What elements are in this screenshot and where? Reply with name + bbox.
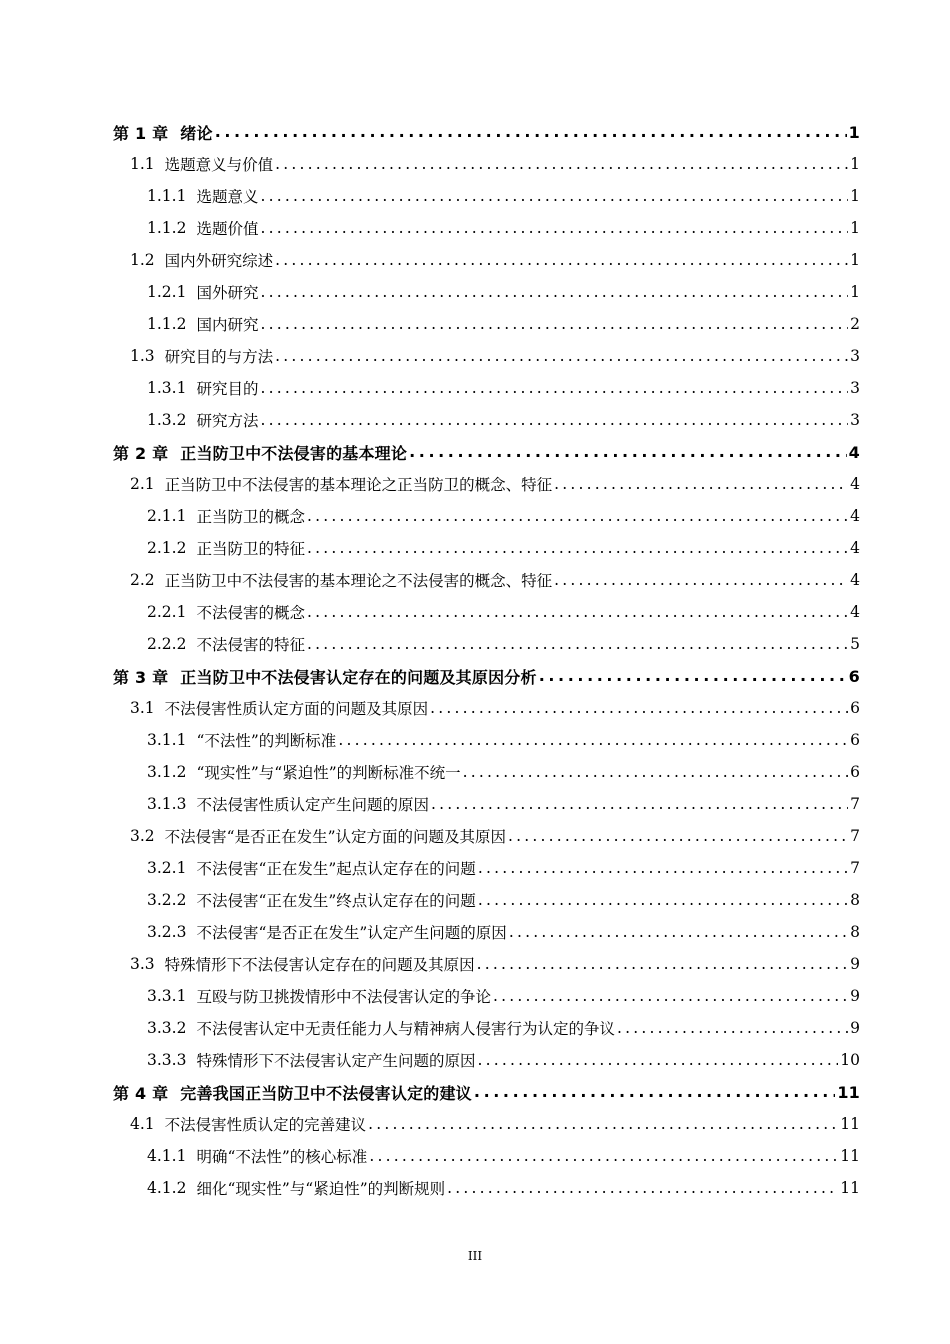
toc-entry-number: 1.3.1 (147, 379, 187, 397)
toc-entry-page: 5 (850, 635, 860, 653)
toc-entry-level-3[interactable] (0, 1044, 950, 1076)
toc-entry-page: 4 (850, 475, 860, 493)
toc-entry-number: 1.1.1 (147, 187, 187, 205)
toc-entry-page: 3 (850, 411, 860, 429)
toc-entry-title: 不法侵害“是否正在发生”认定方面的问题及其原因 (164, 828, 507, 846)
toc-entry-title: 不法侵害性质认定方面的问题及其原因 (164, 700, 429, 718)
toc-entry-level-3[interactable] (0, 180, 950, 212)
toc-entry-title: 正当防卫中不法侵害认定存在的问题及其原因分析 (180, 667, 537, 687)
toc-entry-level-3[interactable] (0, 884, 950, 916)
toc-dot-leader (307, 635, 848, 654)
toc-entry-number: 1.2 (130, 251, 155, 269)
toc-entry-number: 1.3.2 (147, 411, 187, 429)
toc-entry-level-2[interactable] (0, 564, 950, 596)
toc-entry-page: 1 (850, 155, 860, 173)
toc-entry-level-1[interactable] (0, 660, 950, 692)
toc-entry-page: 3 (850, 347, 860, 365)
toc-entry-title: 正当防卫的概念 (196, 508, 305, 526)
toc-entry-title: 选题意义 (196, 188, 259, 206)
toc-dot-leader (477, 955, 848, 974)
toc-entry-page: 1 (850, 187, 860, 205)
toc-entry-number: 3.1 (130, 699, 155, 717)
toc-entry-level-3[interactable] (0, 500, 950, 532)
toc-entry-number: 3.2.3 (147, 923, 187, 941)
toc-entry-page: 9 (850, 955, 860, 973)
toc-dot-leader (260, 283, 848, 302)
toc-entry-number: 1.3 (130, 347, 155, 365)
toc-entry-level-3[interactable] (0, 788, 950, 820)
toc-dot-leader (368, 1115, 838, 1134)
toc-dot-leader (275, 155, 848, 174)
toc-entry-number: 3.1.1 (147, 731, 187, 749)
toc-entry-level-3[interactable] (0, 372, 950, 404)
toc-dot-leader (478, 891, 848, 910)
toc-dot-leader (215, 122, 847, 141)
toc-entry-number: 第 4 章 (113, 1083, 169, 1103)
toc-entry-title: 明确“不法性”的核心标准 (196, 1148, 368, 1166)
toc-entry-title: 不法侵害“正在发生”终点认定存在的问题 (196, 892, 476, 910)
toc-entry-page: 6 (848, 666, 860, 686)
toc-entry-number: 2.1.2 (147, 539, 187, 557)
toc-entry-number: 3.1.2 (147, 763, 187, 781)
toc-entry-page: 6 (850, 731, 860, 749)
toc-entry-number: 3.3.2 (147, 1019, 187, 1037)
toc-entry-level-2[interactable] (0, 340, 950, 372)
table-of-contents (0, 116, 950, 1204)
toc-entry-level-3[interactable] (0, 980, 950, 1012)
toc-entry-number: 1.1.2 (147, 219, 187, 237)
toc-entry-title: 不法侵害性质认定的完善建议 (164, 1116, 367, 1134)
toc-dot-leader (260, 379, 848, 398)
toc-entry-level-1[interactable] (0, 436, 950, 468)
toc-entry-level-3[interactable] (0, 1012, 950, 1044)
toc-entry-title: “不法性”的判断标准 (196, 732, 337, 750)
toc-entry-page: 4 (850, 603, 860, 621)
toc-entry-page: 3 (850, 379, 860, 397)
toc-entry-title: 不法侵害性质认定产生问题的原因 (196, 796, 429, 814)
toc-dot-leader (409, 442, 847, 461)
toc-entry-title: 国外研究 (196, 284, 259, 302)
toc-entry-page: 7 (850, 859, 860, 877)
toc-entry-level-3[interactable] (0, 308, 950, 340)
toc-entry-number: 3.1.3 (147, 795, 187, 813)
toc-entry-title: 正当防卫的特征 (196, 540, 305, 558)
toc-entry-page: 11 (837, 1082, 860, 1102)
toc-entry-number: 4.1.1 (147, 1147, 187, 1165)
toc-entry-number: 1.1 (130, 155, 155, 173)
toc-entry-page: 7 (850, 795, 860, 813)
toc-dot-leader (477, 1051, 838, 1070)
toc-entry-level-2[interactable] (0, 468, 950, 500)
toc-dot-leader (260, 411, 848, 430)
toc-entry-number: 1.1.2 (147, 315, 187, 333)
toc-entry-page: 11 (840, 1115, 860, 1133)
toc-entry-title: 研究方法 (196, 412, 259, 430)
toc-entry-level-2[interactable] (0, 820, 950, 852)
toc-dot-leader (260, 315, 848, 334)
toc-dot-leader (260, 187, 848, 206)
toc-entry-page: 1 (850, 219, 860, 237)
toc-dot-leader (338, 731, 848, 750)
toc-entry-number: 2.2.1 (147, 603, 187, 621)
toc-entry-level-1[interactable] (0, 1076, 950, 1108)
toc-entry-level-3[interactable] (0, 596, 950, 628)
toc-dot-leader (493, 987, 848, 1006)
toc-entry-title: 不法侵害的特征 (196, 636, 305, 654)
toc-entry-number: 3.3.1 (147, 987, 187, 1005)
toc-entry-number: 3.3.3 (147, 1051, 187, 1069)
toc-entry-title: 细化“现实性”与“紧迫性”的判断规则 (196, 1180, 446, 1198)
toc-entry-level-3[interactable] (0, 628, 950, 660)
toc-entry-number: 2.2.2 (147, 635, 187, 653)
toc-dot-leader (431, 795, 848, 814)
toc-entry-title: 正当防卫中不法侵害的基本理论之正当防卫的概念、特征 (164, 476, 553, 494)
toc-entry-number: 1.2.1 (147, 283, 187, 301)
toc-entry-title: 研究目的与方法 (164, 348, 274, 366)
toc-entry-page: 7 (850, 827, 860, 845)
toc-entry-page: 8 (850, 891, 860, 909)
toc-dot-leader (474, 1082, 835, 1101)
toc-entry-level-2[interactable] (0, 948, 950, 980)
toc-entry-level-3[interactable] (0, 1172, 950, 1204)
toc-entry-page: 8 (850, 923, 860, 941)
toc-entry-title: 正当防卫中不法侵害的基本理论 (180, 443, 408, 463)
toc-entry-page: 9 (850, 987, 860, 1005)
toc-entry-level-3[interactable] (0, 724, 950, 756)
toc-entry-number: 第 3 章 (113, 667, 169, 687)
page-number-footer (0, 1249, 950, 1263)
toc-dot-leader (307, 507, 848, 526)
toc-entry-level-1[interactable] (0, 116, 950, 148)
toc-dot-leader (463, 763, 848, 782)
toc-entry-level-2[interactable] (0, 1108, 950, 1140)
toc-entry-level-3[interactable] (0, 916, 950, 948)
toc-entry-number: 4.1 (130, 1115, 155, 1133)
toc-dot-leader (617, 1019, 848, 1038)
toc-entry-title: 互殴与防卫挑拨情形中不法侵害认定的争论 (196, 988, 491, 1006)
toc-entry-level-3[interactable] (0, 212, 950, 244)
toc-entry-level-3[interactable] (0, 532, 950, 564)
toc-dot-leader (478, 859, 848, 878)
toc-dot-leader (260, 219, 848, 238)
toc-entry-page: 6 (850, 699, 860, 717)
toc-entry-level-2[interactable] (0, 148, 950, 180)
toc-entry-title: 国内外研究综述 (164, 252, 274, 270)
toc-entry-number: 第 2 章 (113, 443, 169, 463)
toc-dot-leader (430, 699, 848, 718)
toc-entry-number: 4.1.2 (147, 1179, 187, 1197)
toc-entry-page: 4 (850, 571, 860, 589)
toc-entry-title: 特殊情形下不法侵害认定存在的问题及其原因 (164, 956, 475, 974)
toc-entry-level-3[interactable] (0, 276, 950, 308)
toc-dot-leader (275, 347, 848, 366)
toc-entry-number: 2.1 (130, 475, 155, 493)
toc-dot-leader (554, 571, 848, 590)
toc-entry-page: 10 (840, 1051, 860, 1069)
toc-entry-title: 不法侵害“正在发生”起点认定存在的问题 (196, 860, 476, 878)
toc-entry-number: 3.3 (130, 955, 155, 973)
toc-dot-leader (447, 1179, 838, 1198)
toc-entry-level-3[interactable] (0, 1140, 950, 1172)
toc-dot-leader (509, 923, 848, 942)
toc-entry-level-3[interactable] (0, 852, 950, 884)
toc-entry-level-2[interactable] (0, 244, 950, 276)
toc-entry-title: 国内研究 (196, 316, 259, 334)
toc-entry-title: 特殊情形下不法侵害认定产生问题的原因 (196, 1052, 476, 1070)
toc-dot-leader (369, 1147, 838, 1166)
toc-entry-title: 不法侵害认定中无责任能力人与精神病人侵害行为认定的争议 (196, 1020, 615, 1038)
toc-dot-leader (554, 475, 848, 494)
toc-entry-page: 1 (850, 251, 860, 269)
toc-dot-leader (508, 827, 848, 846)
toc-entry-number: 3.2.2 (147, 891, 187, 909)
toc-entry-page: 9 (850, 1019, 860, 1037)
toc-entry-title: 不法侵害的概念 (196, 604, 305, 622)
toc-dot-leader (275, 251, 848, 270)
toc-entry-page: 1 (848, 122, 860, 142)
toc-entry-page: 4 (850, 507, 860, 525)
toc-entry-page: 2 (850, 315, 860, 333)
toc-entry-page: 4 (850, 539, 860, 557)
toc-entry-level-3[interactable] (0, 404, 950, 436)
toc-entry-level-3[interactable] (0, 756, 950, 788)
toc-entry-number: 3.2 (130, 827, 155, 845)
toc-entry-level-2[interactable] (0, 692, 950, 724)
toc-entry-page: 1 (850, 283, 860, 301)
toc-dot-leader (307, 539, 848, 558)
toc-entry-number: 3.2.1 (147, 859, 187, 877)
toc-entry-page: 11 (840, 1147, 860, 1165)
toc-entry-title: 研究目的 (196, 380, 259, 398)
toc-entry-number: 第 1 章 (113, 123, 169, 143)
toc-entry-number: 2.2 (130, 571, 155, 589)
toc-entry-title: 选题价值 (196, 220, 259, 238)
toc-entry-title: 选题意义与价值 (164, 156, 274, 174)
page-number: III (467, 1249, 483, 1263)
toc-entry-number: 2.1.1 (147, 507, 187, 525)
toc-entry-title: 绪论 (180, 123, 213, 143)
toc-entry-title: “现实性”与“紧迫性”的判断标准不统一 (196, 764, 461, 782)
toc-dot-leader (307, 603, 848, 622)
toc-entry-page: 4 (848, 442, 860, 462)
toc-entry-title: 不法侵害“是否正在发生”认定产生问题的原因 (196, 924, 507, 942)
toc-entry-title: 完善我国正当防卫中不法侵害认定的建议 (180, 1083, 472, 1103)
toc-dot-leader (539, 666, 847, 685)
toc-entry-title: 正当防卫中不法侵害的基本理论之不法侵害的概念、特征 (164, 572, 553, 590)
toc-entry-page: 6 (850, 763, 860, 781)
toc-entry-page: 11 (840, 1179, 860, 1197)
